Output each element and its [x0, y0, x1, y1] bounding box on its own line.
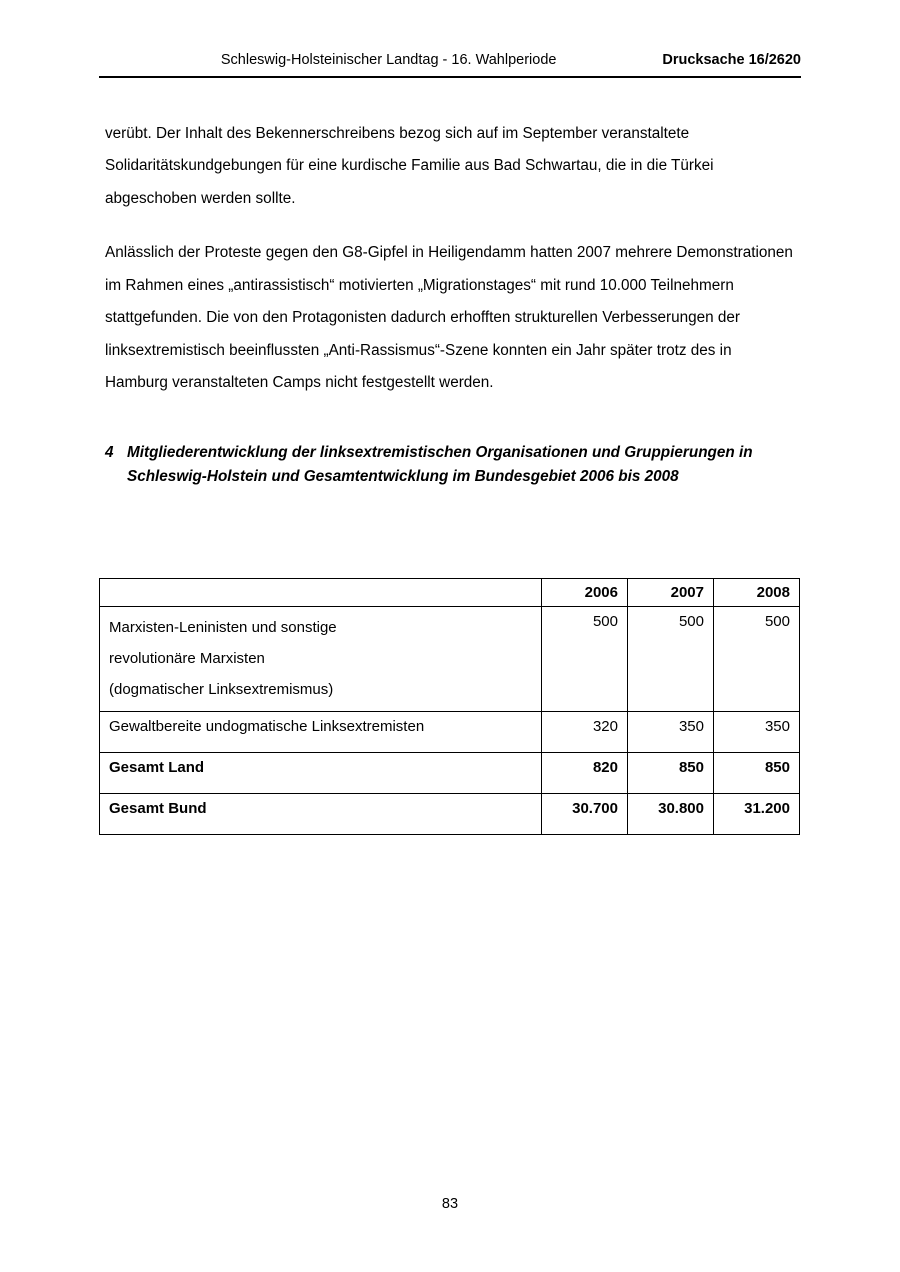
body-content: [105, 118, 797, 489]
row-value-2006: 500: [542, 607, 628, 712]
table-row: [100, 753, 800, 794]
row-label: Gesamt Land: [100, 753, 542, 794]
membership-table: [99, 578, 800, 835]
table-header-2007: 2007: [628, 579, 714, 607]
row-label-line: revolutionäre Marxisten: [109, 649, 265, 667]
paragraph-1: verübt. Der Inhalt des Bekennerschreibens bezog sich auf im September veranstaltete Solidaritätskundgebungen für eine kurdische Familie aus Bad Schwartau, die in die Türkei abgeschoben werden sollte.: [105, 125, 714, 207]
page-number: 83: [441, 1196, 459, 1212]
page-footer: [0, 1196, 900, 1212]
row-value-2006: 30.700: [542, 794, 628, 835]
row-value-2007: 30.800: [628, 794, 714, 835]
row-value-2006: 820: [542, 753, 628, 794]
table-header-2008: 2008: [714, 579, 800, 607]
row-value-2007: 850: [628, 753, 714, 794]
paragraph-2: Anlässlich der Proteste gegen den G8-Gipfel in Heiligendamm hatten 2007 mehrere Demonstrationen im Rahmen eines „antirassistisch“ motivierten „Migrationstages“ mit rund 10.000 Teilnehmern stattgefunden. Die von den Protagonisten dadurch erhofften strukturellen Verbesserungen der linksextremistisch beeinflussten „Anti-Rassismus“-Szene konnten ein Jahr später trotz des in Hamburg veranstalteten Camps nicht festgestellt werden.: [105, 244, 793, 391]
section-number: 4: [105, 444, 114, 462]
row-value-2007: 350: [628, 712, 714, 753]
row-value-2007: 500: [628, 607, 714, 712]
table-row: [100, 607, 800, 712]
table-header-label: [100, 579, 542, 607]
row-value-2008: 31.200: [714, 794, 800, 835]
row-label-line: Marxisten-Leninisten und sonstige: [109, 619, 337, 636]
row-label: [100, 607, 542, 712]
table-header-2006: 2006: [542, 579, 628, 607]
table-body: [100, 607, 800, 835]
table-header-row: [100, 579, 800, 607]
row-value-2008: 350: [714, 712, 800, 753]
row-value-2006: 320: [542, 712, 628, 753]
header-title-left: Schleswig-Holsteinischer Landtag - 16. Wahlperiode: [220, 52, 557, 68]
running-header: [99, 52, 801, 68]
row-value-2008: 500: [714, 607, 800, 712]
row-label-line: (dogmatischer Linksextremismus): [109, 680, 334, 698]
header-document-number: Drucksache 16/2620: [662, 52, 801, 68]
section-title: Mitgliederentwicklung der linksextremistischen Organisationen und Gruppierungen in Schleswig-Holstein und Gesamtentwicklung im Bundesgebiet 2006 bis 2008: [127, 444, 753, 486]
table-row: [100, 712, 800, 753]
row-value-2008: 850: [714, 753, 800, 794]
membership-table-container: [99, 578, 799, 835]
row-label: Gesamt Bund: [100, 794, 542, 835]
table-header: [100, 579, 800, 607]
table-row: [100, 794, 800, 835]
section-heading: [105, 441, 797, 488]
row-label: Gewaltbereite undogmatische Linksextremisten: [100, 712, 542, 753]
header-divider: [99, 76, 801, 78]
